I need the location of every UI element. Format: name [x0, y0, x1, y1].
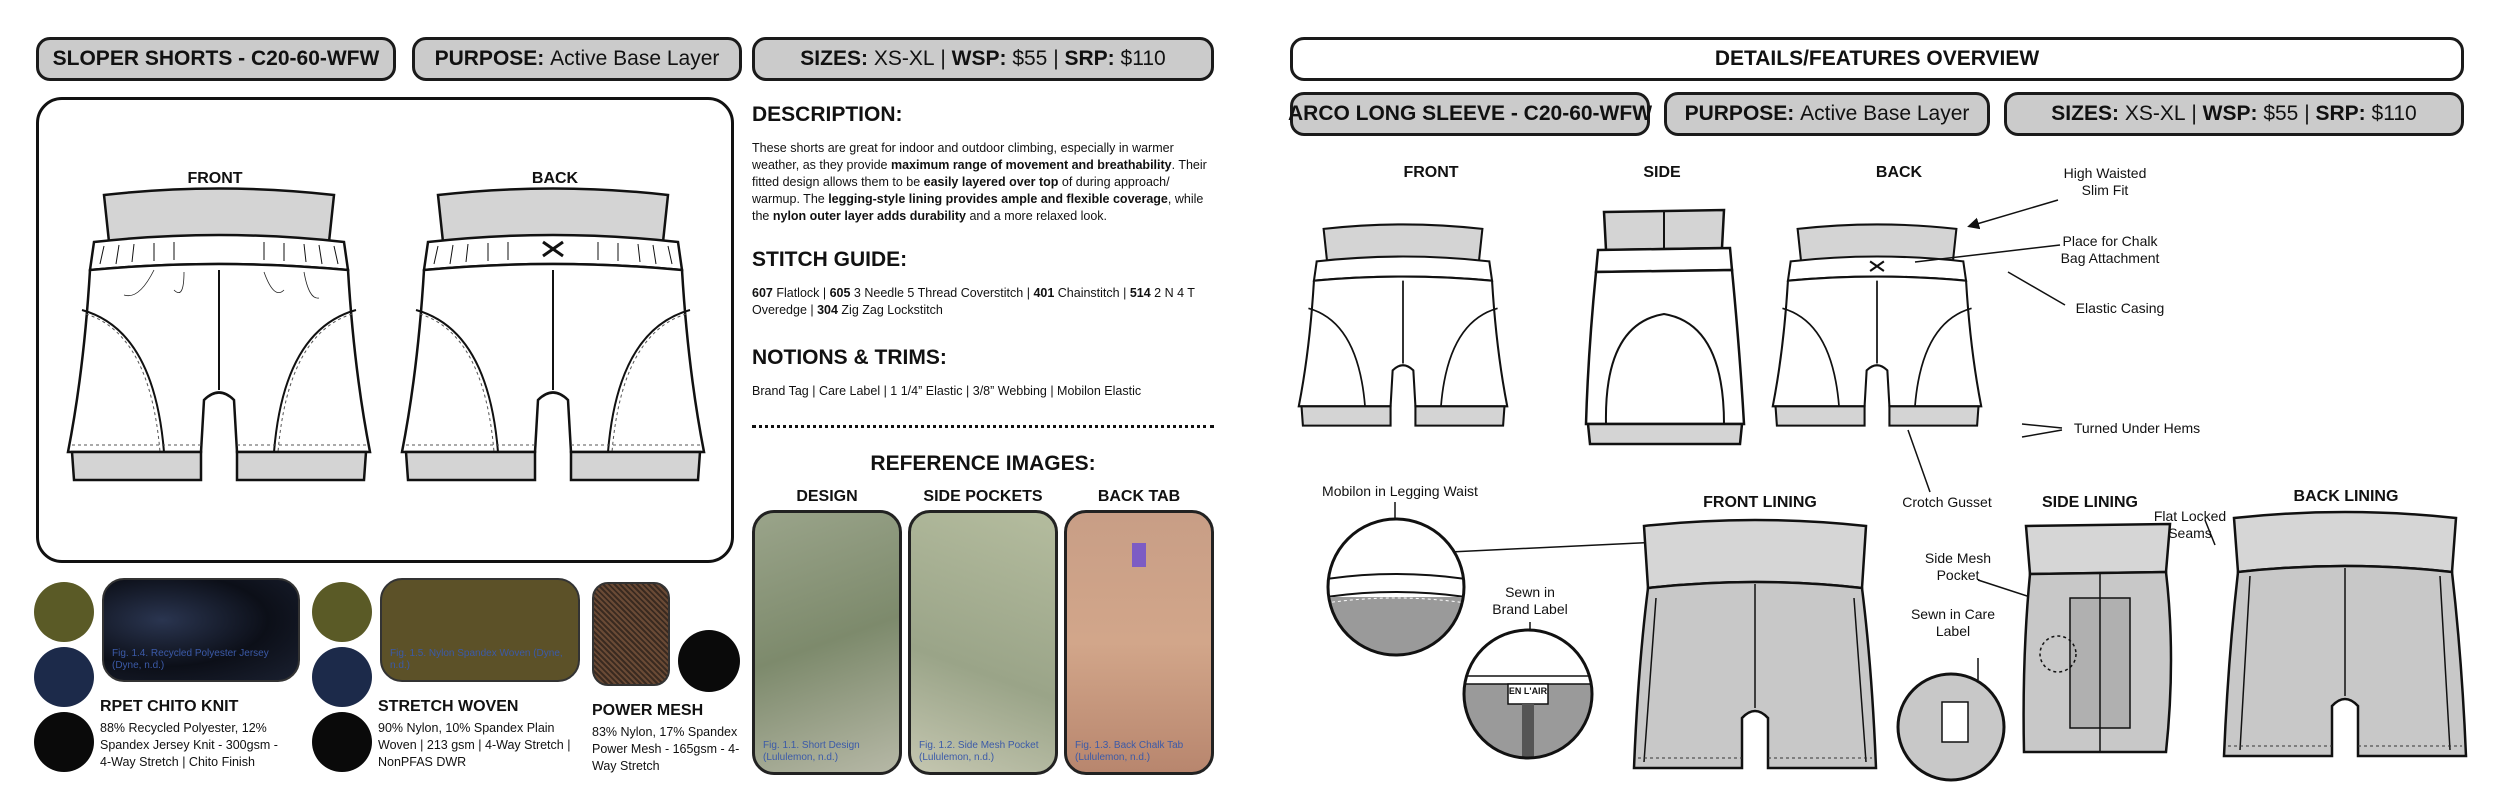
fabric-caption: Fig. 1.4. Recycled Polyester Jersey (Dyne, n.d.) [112, 648, 269, 671]
reference-caption: Fig. 1.3. Back Chalk Tab (Lululemon, n.d.) [1075, 740, 1184, 763]
reference-images-heading: REFERENCE IMAGES: [870, 452, 1096, 475]
sizes-pill: SIZES: XS-XL | WSP: $55 | SRP: $110 [2004, 92, 2464, 136]
description-text: These shorts are great for indoor and outdoor climbing, especially in warmer weather, as they provide maximum range of movement and breathability. Their fitted design allows them to be easily layered over top of during approach/ warmup. The legging-style lining provides ample and flexible coverage, while the nylon outer layer adds durability and a more relaxed look. [752, 141, 1207, 223]
chalk-bag-callout: Place for Chalk Bag Attachment [2060, 233, 2160, 266]
reference-caption: Fig. 1.2. Side Mesh Pocket (Lululemon, n.d.) [919, 740, 1039, 763]
crotch-gusset-callout: Crotch Gusset [1902, 494, 1992, 510]
reference-caption: Fig. 1.1. Short Design (Lululemon, n.d.) [763, 740, 860, 763]
fabric-description: 83% Nylon, 17% Spandex Power Mesh - 165gsm - 4-Way Stretch [592, 725, 740, 773]
fabric-name: STRETCH WOVEN [378, 698, 519, 715]
side-mesh-pocket-callout: Side Mesh Pocket [1924, 550, 1992, 583]
back-view-label: BACK [1875, 164, 1923, 181]
reference-label: DESIGN [796, 488, 858, 505]
mobilon-callout: Mobilon in Legging Waist [1322, 483, 1478, 499]
back-lining-flat [2220, 510, 2470, 768]
stitch-guide-heading: STITCH GUIDE: [752, 248, 908, 271]
fabric-name: RPET CHITO KNIT [100, 698, 239, 715]
brand-label-callout: Sewn in Brand Label [1492, 584, 1568, 617]
overview-title-pill: DETAILS/FEATURES OVERVIEW [1290, 37, 2464, 81]
brand-label-text: EN L'AIR [1508, 686, 1548, 696]
side-lining-label: SIDE LINING [2041, 494, 2138, 511]
flat-locked-seams-callout: Flat Locked Seams [2153, 508, 2227, 541]
care-label-detail-circle [1896, 672, 2006, 782]
fabric-name: POWER MESH [592, 702, 704, 719]
purpose-pill: PURPOSE: Active Base Layer [1664, 92, 1990, 136]
front-lining-label: FRONT LINING [1703, 494, 1817, 511]
elastic-casing-callout: Elastic Casing [2075, 300, 2165, 316]
notions-text: Brand Tag | Care Label | 1 1/4” Elastic | 3/8” Webbing | Mobilon Elastic [752, 384, 1142, 398]
style-title-pill: SLOPER SHORTS - C20-60-WFW [36, 37, 396, 81]
reference-label: SIDE POCKETS [923, 488, 1043, 505]
front-lining-flat [1630, 518, 1880, 778]
fabric-caption: Fig. 1.5. Nylon Spandex Woven (Dyne, n.d.) [390, 648, 563, 671]
reference-label: BACK TAB [1097, 488, 1181, 505]
high-waisted-callout: High Waisted Slim Fit [2063, 165, 2147, 198]
turned-under-hems-callout: Turned Under Hems [2073, 420, 2201, 436]
front-view-label: FRONT [1403, 164, 1459, 181]
purpose-pill: PURPOSE: Active Base Layer [412, 37, 742, 81]
side-lining-flat [2016, 518, 2182, 758]
style-title-pill: ARCO LONG SLEEVE - C20-60-WFW [1290, 92, 1650, 136]
front-view-label: FRONT [187, 170, 243, 187]
fabric-description: 90% Nylon, 10% Spandex Plain Woven | 213 gsm | 4-Way Stretch | NonPFAS DWR [378, 721, 571, 769]
stitch-guide-text: 607 Flatlock | 605 3 Needle 5 Thread Coverstitch | 401 Chainstitch | 514 2 N 4 T Overedge | 304 Zig Zag Lockstitch [752, 286, 1195, 317]
sizes-pill: SIZES: XS-XL | WSP: $55 | SRP: $110 [752, 37, 1214, 81]
back-view-label: BACK [531, 170, 579, 187]
care-label-callout: Sewn in Care Label [1910, 606, 1996, 639]
back-lining-label: BACK LINING [2293, 488, 2399, 505]
fabric-description: 88% Recycled Polyester, 12% Spandex Jersey Knit - 300gsm - 4-Way Stretch | Chito Finish [100, 721, 278, 769]
description-heading: DESCRIPTION: [752, 103, 903, 126]
mobilon-detail-circle [1326, 517, 1466, 657]
notions-heading: NOTIONS & TRIMS: [752, 346, 947, 369]
side-view-label: SIDE [1643, 164, 1681, 181]
